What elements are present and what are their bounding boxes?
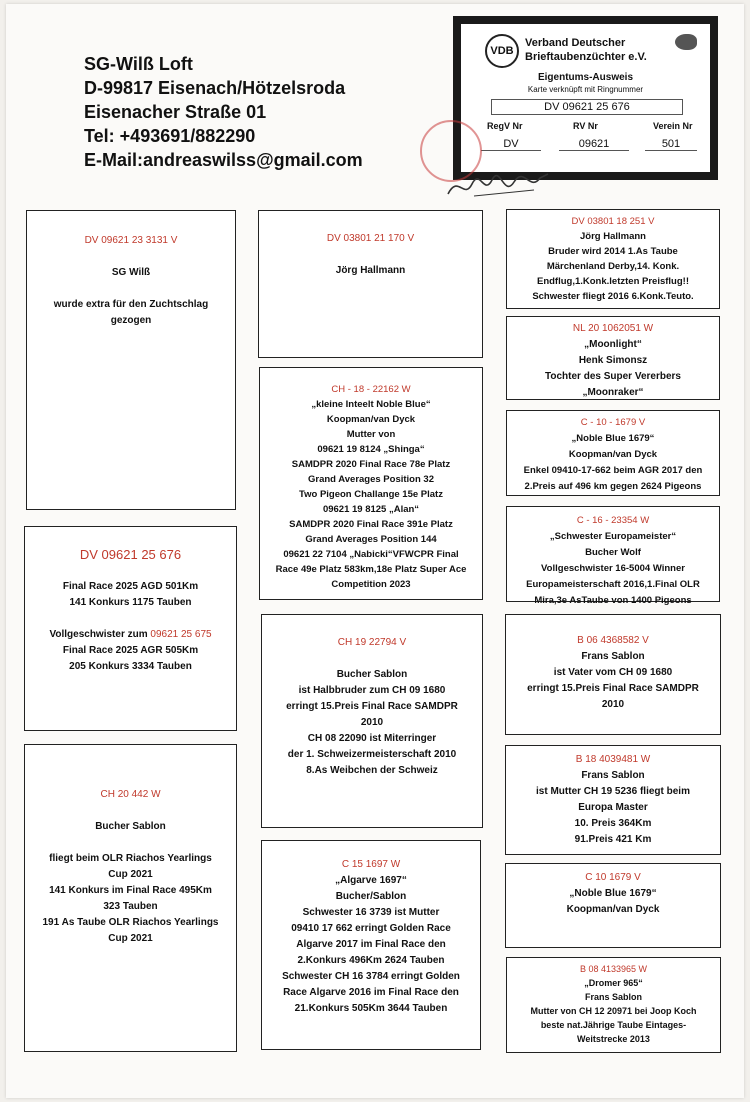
card-line: Schwester 16 3739 ist Mutter (302, 907, 440, 918)
sibling-text: Vollgeschwister zum (49, 629, 151, 640)
card-line: Märchenland Derby,14. Konk. (546, 261, 680, 272)
ring-number: B 18 4039481 W (575, 754, 651, 765)
pedigree-card-ggd-3 (505, 745, 721, 855)
card-line (31, 627, 230, 643)
rv-value: 09621 (559, 138, 629, 151)
pedigree-card-ggd-4 (506, 957, 721, 1053)
card-line: „Moonlight“ (584, 339, 642, 350)
address-line-2: Eisenacher Straße 01 (84, 102, 267, 122)
pedigree-card-grandsire (258, 210, 483, 358)
card-line: Jörg Hallmann (580, 231, 646, 242)
card-line: Bucher Sablon (336, 669, 408, 680)
card-line: Final Race 2025 AGD 501Km (62, 581, 199, 592)
ring-number: DV 03801 18 251 V (571, 216, 655, 227)
rv-label: RV Nr (573, 121, 598, 131)
card-line: Schwester CH 16 3784 erringt Golden (282, 971, 460, 982)
card-line: „kleine Inteelt Noble Blue“ (311, 399, 431, 410)
card-line: Enkel 09410-17-662 beim AGR 2017 den (523, 465, 703, 476)
card-line: „Dromer 965“ (584, 978, 643, 988)
card-line: 2010 (601, 699, 625, 710)
card-line: 09410 17 662 erringt Golden Race (291, 923, 451, 934)
card-line: Bucher Wolf (585, 547, 641, 558)
card-line: Mira,3e AsTaube von 1400 Pigeons (534, 595, 692, 606)
card-line: Final Race 2025 AGR 505Km (62, 645, 199, 656)
ring-number: B 06 4368582 V (577, 635, 649, 646)
card-line: erringt 15.Preis Final Race SAMDPR (527, 683, 699, 694)
pedigree-card-main (24, 526, 237, 731)
card-line: Cup 2021 (108, 933, 153, 944)
org-line-2: Brieftaubenzüchter e.V. (525, 51, 647, 63)
card-line: 91.Preis 421 Km (574, 834, 652, 845)
card-line: erringt 15.Preis Final Race SAMDPR (286, 701, 458, 712)
card-subtitle: Karte verknüpft mit Ringnummer (527, 85, 644, 94)
card-line: 09621 19 8125 „Alan“ (322, 504, 420, 515)
card-line: 10. Preis 364Km (574, 818, 652, 829)
card-line: CH 08 22090 ist Miterringer (307, 733, 437, 744)
card-line: Competition 2023 (331, 579, 411, 590)
pedigree-card-ggd-1 (506, 316, 720, 400)
card-line: Frans Sablon (584, 992, 642, 1002)
ring-number: CH 20 442 W (100, 789, 161, 800)
card-line: Weitstrecke 2013 (577, 1034, 650, 1044)
vdb-logo: VDB (485, 34, 519, 68)
pedigree-card-granddam-1 (259, 367, 483, 600)
card-line: Tochter des Super Vererbers (545, 371, 681, 382)
card-line: Bucher/Sablon (335, 891, 407, 902)
card-line: Europa Master (578, 802, 648, 813)
card-line: SG Wilß (111, 267, 151, 278)
ring-number: NL 20 1062051 W (572, 323, 654, 334)
breeder-header (84, 52, 363, 172)
card-line: Mutter von CH 12 20971 bei Joop Koch (530, 1006, 697, 1016)
email: E-Mail:andreaswilss@gmail.com (84, 150, 363, 170)
card-line: Koopman/van Dyck (568, 449, 658, 460)
pedigree-card-grandsire-2 (261, 614, 483, 828)
card-line: Europameisterschaft 2016,1.Final OLR (526, 579, 700, 590)
ring-number: C 15 1697 W (341, 859, 401, 870)
pigeon-icon (675, 34, 697, 50)
verein-value: 501 (645, 138, 697, 151)
ring-number: C 10 1679 V (585, 872, 641, 883)
ring-number: C - 10 - 1679 V (580, 417, 646, 428)
card-line: 2010 (360, 717, 384, 728)
card-line: SAMDPR 2020 Final Race 391e Platz (289, 519, 453, 530)
card-line: Koopman/van Dyck (566, 904, 660, 915)
ring-number: DV 03801 21 170 V (326, 233, 415, 244)
card-line: ist Halbbruder zum CH 09 1680 (298, 685, 446, 696)
loft-name: SG-Wilß Loft (84, 54, 193, 74)
card-line: Two Pigeon Challange 15e Platz (299, 489, 443, 500)
regv-value: DV (481, 138, 541, 151)
ring-number: DV 09621 23 3131 V (84, 235, 178, 246)
pedigree-card-ggs-4 (505, 863, 721, 948)
address-line-1: D-99817 Eisenach/Hötzelsroda (84, 78, 346, 98)
pedigree-card-dam (24, 744, 237, 1052)
ring-number-field: DV 09621 25 676 (491, 99, 683, 115)
card-line: „Noble Blue 1679“ (569, 888, 657, 899)
card-line: Koopman/van Dyck (326, 414, 416, 425)
card-line: wurde extra für den Zuchtschlag (53, 299, 209, 310)
card-line: Race Algarve 2016 im Final Race den (283, 987, 459, 998)
card-line: „Schwester Europameister“ (549, 531, 677, 542)
pedigree-card-ggs-2 (506, 410, 720, 496)
card-line: 2.Preis auf 496 km gegen 2624 Pigeons (524, 481, 702, 492)
card-line: Bucher Sablon (95, 821, 166, 832)
card-line: Schwester fliegt 2016 6.Konk.Teuto. (532, 291, 694, 302)
pedigree-card-ggs-1 (506, 209, 720, 309)
card-line: 323 Tauben (103, 901, 158, 912)
card-line: 09621 22 7104 „Nabicki“VFWCPR Final (283, 549, 459, 560)
card-line: 2.Konkurs 496Km 2624 Tauben (297, 955, 445, 966)
card-line: Frans Sablon (581, 770, 645, 781)
card-line: Bruder wird 2014 1.As Taube (548, 246, 678, 257)
ring-number: DV 09621 25 676 (79, 547, 182, 562)
card-line: 205 Konkurs 3334 Tauben (69, 661, 192, 672)
phone: Tel: +493691/882290 (84, 126, 256, 146)
card-line: „Moonraker“ (582, 387, 644, 398)
card-line: 191 As Taube OLR Riachos Yearlings (42, 917, 219, 928)
card-line: 141 Konkurs 1175 Tauben (69, 597, 192, 608)
card-line: Vollgeschwister 16-5004 Winner (541, 563, 685, 574)
card-line: Jörg Hallmann (335, 265, 406, 276)
card-line: „Noble Blue 1679“ (571, 433, 655, 444)
card-line: Race 49e Platz 583km,18e Platz Super Ace (275, 564, 467, 575)
card-title: Eigentums-Ausweis (537, 72, 634, 83)
sibling-ring: 09621 25 675 (150, 629, 212, 640)
card-line: gezogen (110, 315, 152, 326)
card-line: ist Mutter CH 19 5236 fliegt beim (536, 786, 690, 797)
ownership-card (453, 16, 718, 180)
card-line: fliegt beim OLR Riachos Yearlings (49, 853, 212, 864)
signature-icon (444, 170, 554, 202)
organization-name (525, 36, 647, 64)
verein-label: Verein Nr (653, 121, 693, 131)
pedigree-card-ggd-2 (506, 506, 720, 606)
card-line: Endflug,1.Konk.letzten Preisflug!! (536, 276, 689, 287)
card-line: ist Vater vom CH 09 1680 (553, 667, 673, 678)
card-line: SAMDPR 2020 Final Race 78e Platz (291, 459, 451, 470)
pedigree-card-self-sire (26, 210, 236, 510)
card-line: Mutter von (346, 429, 396, 440)
card-line: der 1. Schweizermeisterschaft 2010 (287, 749, 457, 760)
card-line: 21.Konkurs 505Km 3644 Tauben (294, 1003, 448, 1014)
card-line: Cup 2021 (108, 869, 153, 880)
card-line: „Algarve 1697“ (335, 875, 407, 886)
ring-number: CH 19 22794 V (337, 637, 407, 648)
card-line: 141 Konkurs im Final Race 495Km (49, 885, 212, 896)
pedigree-card-ggs-3 (505, 614, 721, 735)
card-line: Henk Simonsz (578, 355, 648, 366)
ownership-card-inner (461, 24, 710, 172)
card-line: Frans Sablon (581, 651, 645, 662)
regv-label: RegV Nr (487, 121, 523, 131)
ring-number: B 08 4133965 W (579, 964, 648, 974)
card-line: 09621 19 8124 „Shinga“ (317, 444, 425, 455)
ring-number: CH - 18 - 22162 W (331, 384, 411, 395)
card-line: 8.As Weibchen der Schweiz (306, 765, 438, 776)
card-line: Grand Averages Position 144 (305, 534, 437, 545)
card-line: Grand Averages Position 32 (307, 474, 434, 485)
pedigree-card-granddam-2 (261, 840, 481, 1050)
card-line: beste nat.Jährige Taube Eintages- (540, 1020, 687, 1030)
org-line-1: Verband Deutscher (525, 37, 626, 49)
card-line: Algarve 2017 im Final Race den (296, 939, 446, 950)
ring-number: C - 16 - 23354 W (576, 515, 650, 526)
